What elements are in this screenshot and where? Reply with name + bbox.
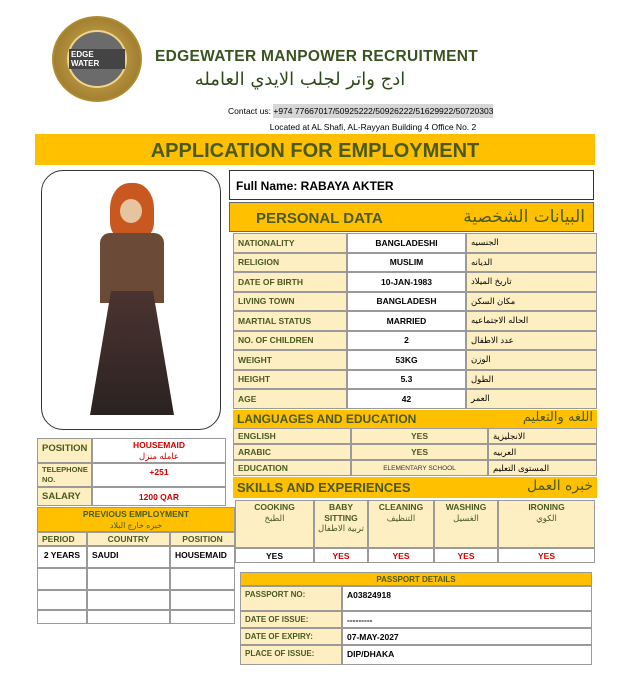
personal-label: MARTIAL STATUS: [233, 311, 347, 331]
telephone-value: +251: [92, 463, 226, 487]
languages-title-ar: اللغه والتعليم: [522, 410, 593, 425]
previous-employment-column-header: COUNTRY: [87, 532, 170, 546]
skill-label-ar: تربية الاطفال: [318, 523, 364, 533]
skill-value: YES: [314, 548, 368, 563]
full-name: Full Name: RABAYA AKTER: [229, 170, 594, 200]
personal-label-ar: الجنسيه: [466, 233, 597, 253]
skill-value: YES: [368, 548, 434, 563]
previous-employment-title: PREVIOUS EMPLOYMENT: [82, 508, 190, 519]
previous-employment-cell: HOUSEMAID: [170, 546, 235, 568]
applicant-photo: [41, 170, 221, 430]
personal-label-ar: الديانه: [466, 253, 597, 273]
language-value: ELEMENTARY SCHOOL: [351, 460, 488, 476]
previous-employment-cell: [37, 610, 87, 624]
personal-value: 53KG: [347, 350, 466, 370]
contact-label: Contact us:: [228, 106, 271, 116]
skill-label: CLEANING: [378, 502, 424, 512]
telephone-label: TELEPHONE NO.: [37, 463, 92, 487]
skill-header: [498, 500, 595, 548]
personal-label: NATIONALITY: [233, 233, 347, 253]
position-label: POSITION: [37, 438, 92, 463]
company-name: EDGEWATER MANPOWER RECRUITMENT: [155, 48, 479, 65]
personal-value: 10-JAN-1983: [347, 272, 466, 292]
page-title: APPLICATION FOR EMPLOYMENT: [35, 134, 595, 165]
personal-data-header: [229, 202, 594, 232]
personal-label-ar: الطول: [466, 370, 597, 390]
passport-value: DIP/DHAKA: [342, 645, 592, 665]
personal-label-ar: الوزن: [466, 350, 597, 370]
personal-label-ar: العمر: [466, 389, 597, 409]
passport-value: ---------: [342, 611, 592, 628]
salary-value: 1200 QAR: [92, 487, 226, 506]
language-label-ar: الانجليزية: [488, 428, 597, 444]
skill-label-ar: التنظيف: [386, 512, 416, 523]
contact-line: [228, 106, 493, 116]
skill-value: YES: [434, 548, 498, 563]
skill-header: [368, 500, 434, 548]
language-label: ARABIC: [233, 444, 351, 460]
previous-employment-header: [37, 507, 235, 532]
skill-label-ar: الغسيل: [453, 512, 479, 523]
passport-label: DATE OF EXPIRY:: [240, 628, 342, 645]
location: Located at AL Shafi, AL-Rayyan Building 4 Office No. 2: [269, 122, 477, 132]
personal-value: 2: [347, 331, 466, 351]
personal-label: LIVING TOWN: [233, 292, 347, 312]
personal-label: WEIGHT: [233, 350, 347, 370]
personal-label-ar: تاريخ الميلاد: [466, 272, 597, 292]
previous-employment-cell: [170, 610, 235, 624]
skill-label-ar: الطبخ: [264, 512, 285, 523]
language-value: YES: [351, 444, 488, 460]
skills-header: [233, 477, 597, 498]
previous-employment-column-header: PERIOD: [37, 532, 87, 546]
skill-label: IRONING: [528, 502, 565, 512]
skill-header: [314, 500, 368, 548]
personal-label: NO. OF CHILDREN: [233, 331, 347, 351]
previous-employment-cell: 2 YEARS: [37, 546, 87, 568]
previous-employment-cell: [87, 610, 170, 624]
personal-label: AGE: [233, 389, 347, 409]
personal-label-ar: عدد الاطفال: [466, 331, 597, 351]
previous-employment-column-header: POSITION: [170, 532, 235, 546]
contact-numbers: +974 77667017/50925222/50926222/51629922/50720303: [273, 106, 494, 116]
language-label: ENGLISH: [233, 428, 351, 444]
position-value-text: HOUSEMAID: [133, 439, 185, 450]
skill-header: [434, 500, 498, 548]
language-label: EDUCATION: [233, 460, 351, 476]
company-name-arabic: ادج واتر لجلب الايدي العامله: [194, 69, 406, 90]
personal-label: RELIGION: [233, 253, 347, 273]
skill-label-ar: الكوي: [536, 512, 557, 523]
previous-employment-cell: [170, 590, 235, 610]
skill-label: COOKING: [254, 502, 295, 512]
previous-employment-cell: [87, 568, 170, 590]
languages-header: [233, 410, 597, 428]
personal-data-title: PERSONAL DATA: [256, 210, 383, 227]
previous-employment-cell: [170, 568, 235, 590]
personal-data-title-ar: البيانات الشخصية: [463, 207, 585, 227]
skills-title-ar: خبره العمل: [527, 478, 593, 494]
personal-label-ar: مكان السكن: [466, 292, 597, 312]
passport-value: 07-MAY-2027: [342, 628, 592, 645]
languages-title: LANGUAGES AND EDUCATION: [237, 412, 417, 426]
passport-label: PLACE OF ISSUE:: [240, 645, 342, 665]
skill-label: WASHING: [445, 502, 487, 512]
passport-label: PASSPORT NO:: [240, 586, 342, 611]
previous-employment-title-ar: خبره خارج البلاد: [109, 520, 163, 530]
personal-value: 42: [347, 389, 466, 409]
personal-value: BANGLADESHI: [347, 233, 466, 253]
skill-header: [235, 500, 314, 548]
language-label-ar: العربيه: [488, 444, 597, 460]
company-logo: [52, 16, 142, 102]
passport-value: A03824918: [342, 586, 592, 611]
personal-label: HEIGHT: [233, 370, 347, 390]
personal-value: MUSLIM: [347, 253, 466, 273]
position-value: [92, 438, 226, 463]
skill-label: BABY SITTING: [324, 502, 358, 523]
position-value-ar: عامله منزل: [139, 450, 179, 461]
personal-value: BANGLADESH: [347, 292, 466, 312]
personal-label: DATE OF BIRTH: [233, 272, 347, 292]
skills-title: SKILLS AND EXPERIENCES: [237, 480, 411, 495]
skill-value: YES: [498, 548, 595, 563]
language-value: YES: [351, 428, 488, 444]
passport-header: PASSPORT DETAILS: [240, 572, 592, 586]
previous-employment-cell: [87, 590, 170, 610]
skill-value: YES: [235, 548, 314, 563]
previous-employment-cell: [37, 568, 87, 590]
personal-value: MARRIED: [347, 311, 466, 331]
passport-label: DATE OF ISSUE:: [240, 611, 342, 628]
previous-employment-cell: SAUDI: [87, 546, 170, 568]
logo-text: EDGE WATER: [69, 49, 125, 69]
language-label-ar: المستوى التعليم: [488, 460, 597, 476]
personal-label-ar: الحاله الاجتماعيه: [466, 311, 597, 331]
salary-label: SALARY: [37, 487, 92, 506]
previous-employment-cell: [37, 590, 87, 610]
personal-value: 5.3: [347, 370, 466, 390]
